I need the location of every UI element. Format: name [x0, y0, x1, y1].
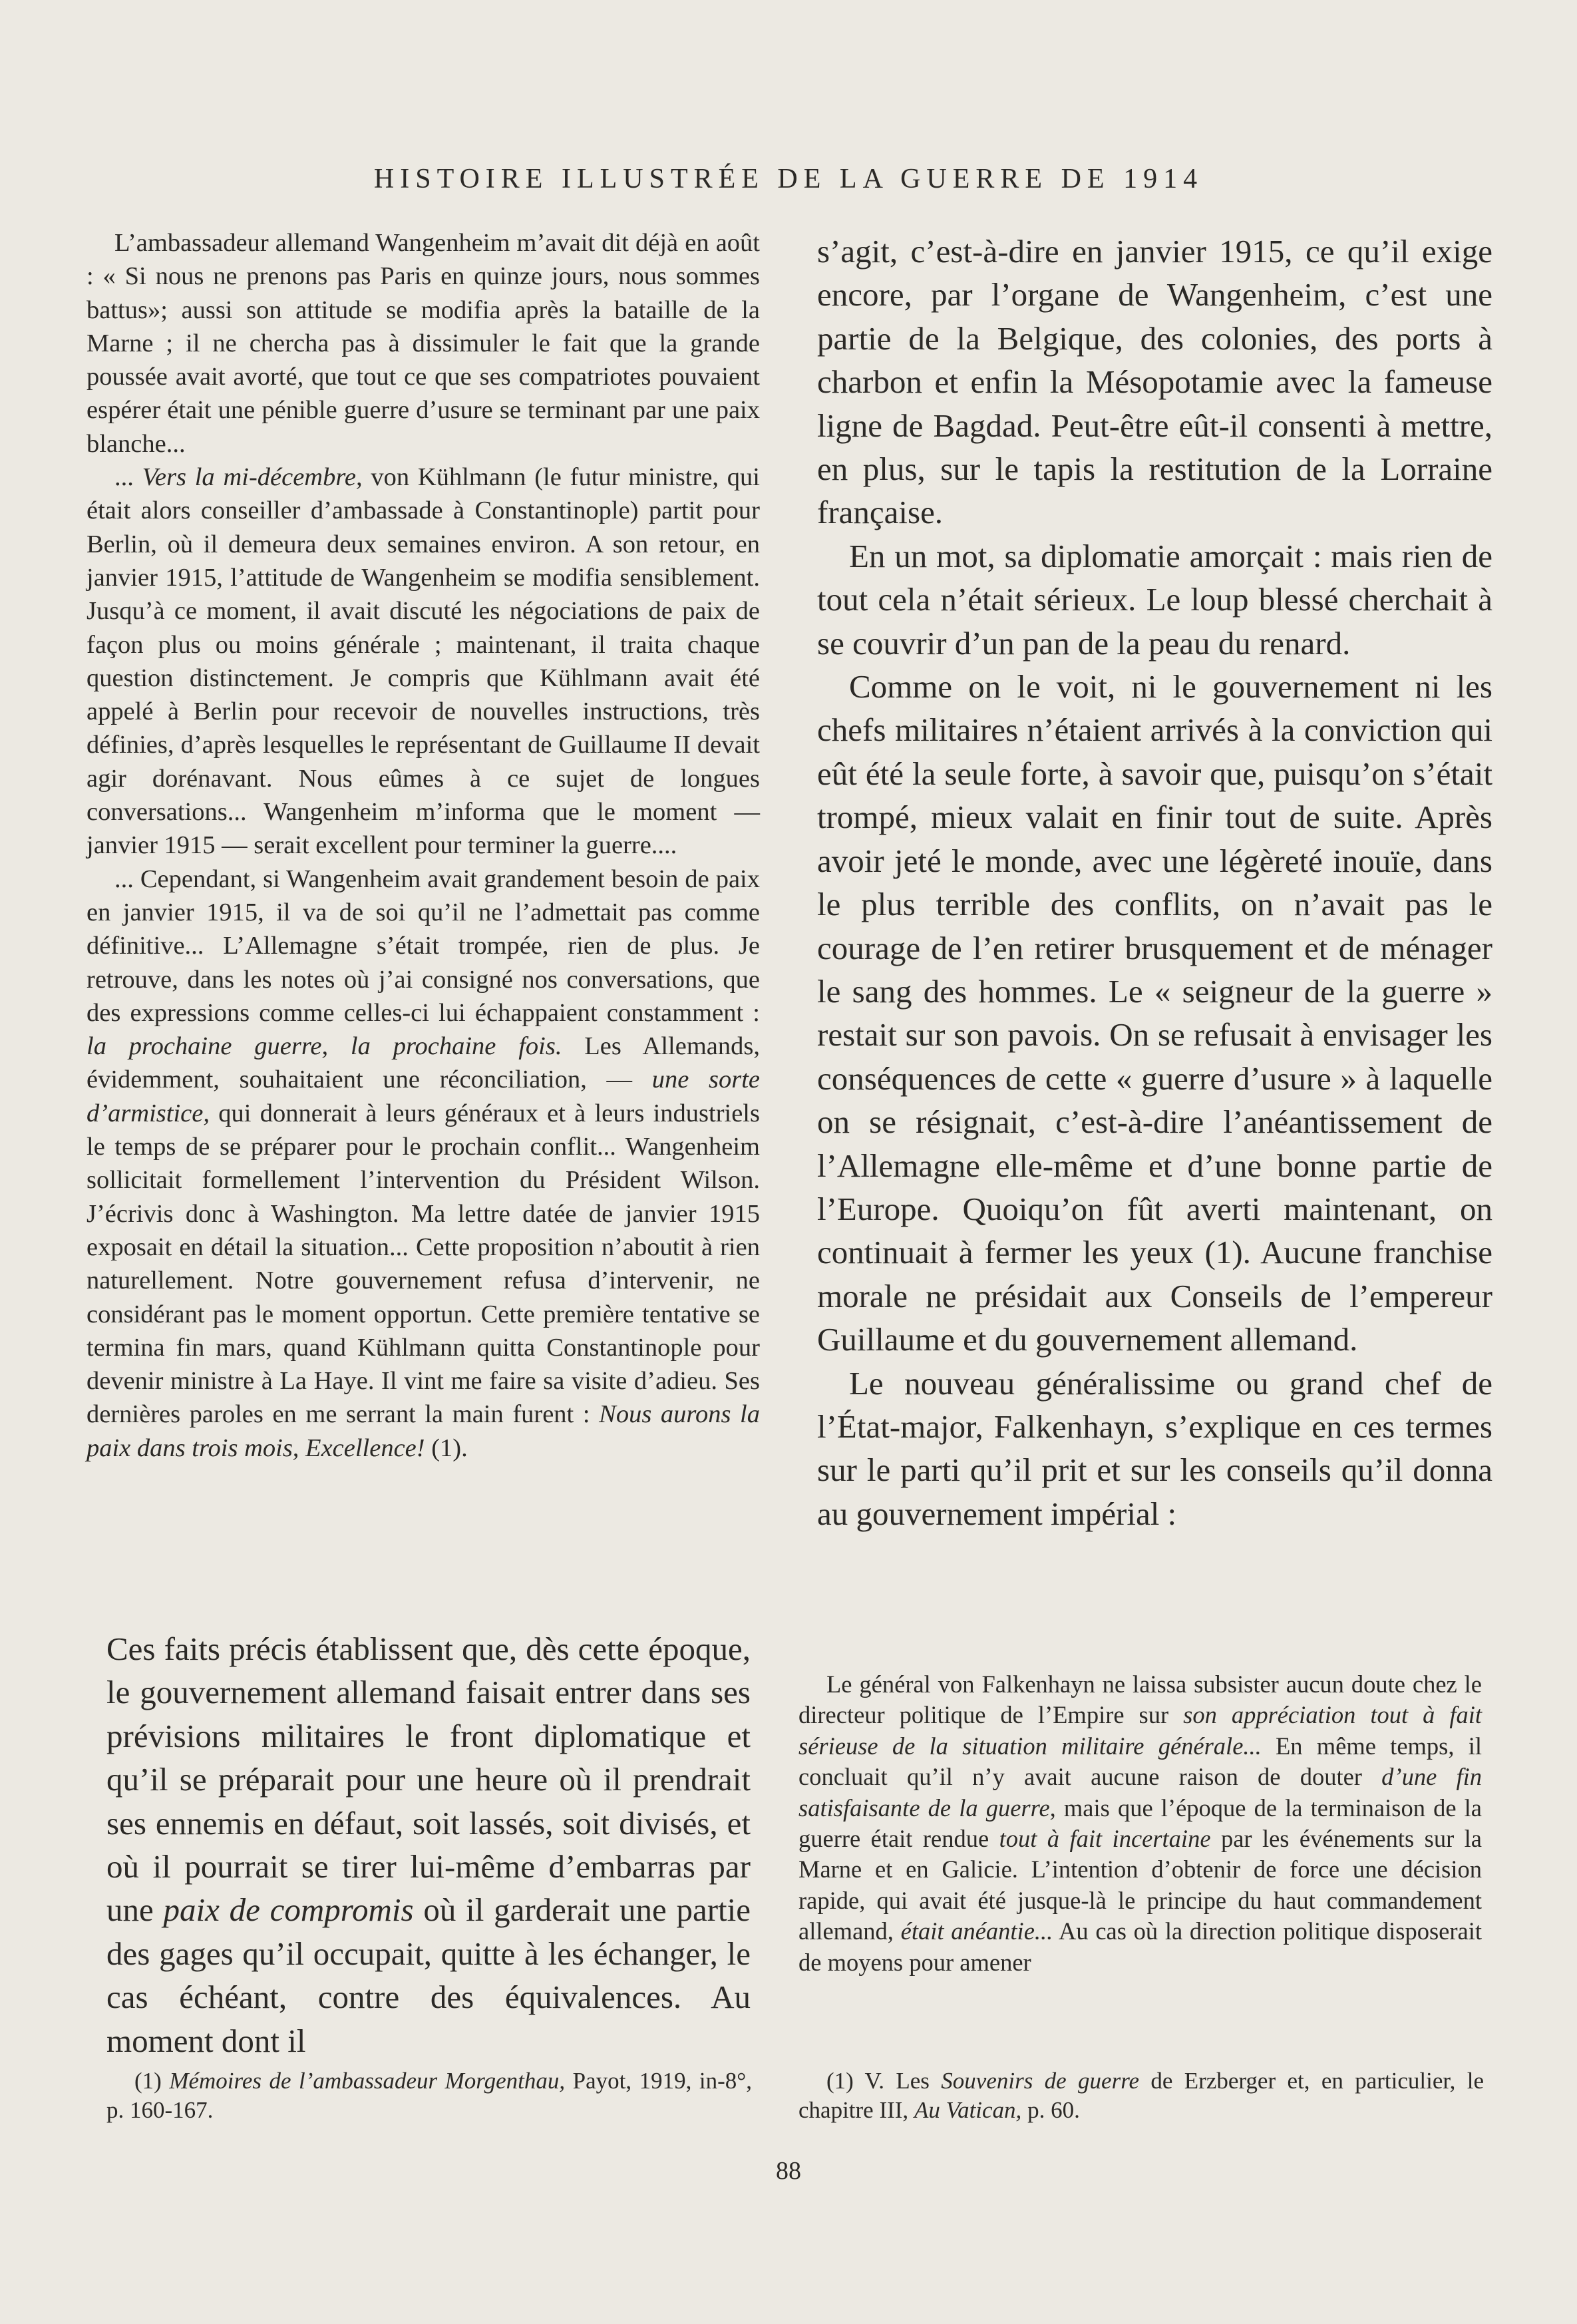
italic-run: Mémoires de l’ambassadeur Morgenthau,: [169, 2068, 566, 2094]
right-footnote: [798, 2066, 1484, 2125]
text-run: Les Allemands, évidemment, souhaitaient une réconciliation, —: [87, 1032, 760, 1094]
running-head: HISTOIRE ILLUSTRÉE DE LA GUERRE DE 1914: [373, 164, 1204, 194]
text-run: p. 60.: [1021, 2097, 1080, 2123]
text-run: qui donnerait à leurs généraux et à leurs industriels le temps de se préparer pour le prochain conflit... Wangenheim sollicitait formellement l’intervention du Président Wilson. J’écrivis donc à Washington. Ma lettre datée de janvier 1915 exposait en détail la situation... Cette proposition n’aboutit à rien naturellement. Notre gouvernement refusa d’intervenir, ne considérant pas le moment opportun. Cette première tentative se termina fin mars, quand Kühlmann quitta Constantinople pour devenir ministre à La Haye. Il vint me faire sa visite d’adieu. Ses dernières paroles en me serrant la main furent :: [87, 1099, 760, 1429]
quote-paragraph-2: [87, 461, 760, 863]
text-run: (1): [134, 2068, 170, 2094]
right-column-body: [817, 230, 1492, 1535]
italic-run: d’une fin satisfaisante de la guerre,: [798, 1763, 1483, 1822]
text-run: En même temps, il concluait qu’il n’y avait aucune raison de douter: [798, 1732, 1482, 1791]
footnote-text: [798, 2066, 1484, 2125]
text-run: von Kühlmann (le futur ministre, qui était alors conseiller d’ambassade à Constantinople) partit pour Berlin, où il demeura deux semaines environ. A son retour, en janvier 1915, l’attitude de Wangenheim se modifia sensiblement. Jusqu’à ce moment, il avait discuté les négociations de paix de façon plus ou moins générale ; maintenant, il traita chaque question distinctement. Je compris que Kühlmann avait été appelé à Berlin pour recevoir de nouvelles instructions, très définies, d’après lesquelles le représentant de Guillaume II devait agir dorénavant. Nous eûmes à ce sujet de longues conversations... Wangenheim m’informa que le moment — janvier 1915 — serait excellent pour terminer la guerre....: [87, 463, 761, 860]
text-run: Ces faits précis établissent que, dès cette époque, le gouvernement allemand faisait entrer dans ses prévisions militaires le front diplomatique et qu’il se préparait pour une heure où il prendrait ses ennemis en défaut, soit lassés, soit divisés, et où il pourrait se tirer lui-même d’embarras par une: [106, 1631, 751, 1929]
body-paragraph-1: s’agit, c’est-à-dire en janvier 1915, ce qu’il exige encore, par l’organe de Wangenheim, c’est une partie de la Belgique, des colonies, des ports à charbon et enfin la Mésopotamie avec la fameuse ligne de Bagdad. Peut-être eût-il consenti à mettre, en plus, sur le tapis la restitution de la Lorraine française.: [817, 233, 1492, 531]
page-number: 88: [776, 2157, 801, 2185]
text-run: par les événements sur la Marne et en Galicie. L’intention d’obtenir de force une décision rapide, qui avait été jusque-là le principe du haut commandement allemand,: [798, 1825, 1483, 1945]
left-column-quote: [87, 226, 760, 1465]
body-paragraph-2: En un mot, sa diplomatie amorçait : mais rien de tout cela n’était sérieux. Le loup blessé cherchait à se couvrir d’un pan de la peau du renard.: [817, 537, 1492, 662]
left-column-body: [106, 1627, 751, 2062]
italic-run: Vers la mi-décembre,: [142, 463, 363, 492]
falkenhayn-quote: [798, 1669, 1482, 1978]
body-paragraph-4: Le nouveau généralissime ou grand chef de l’État-major, Falkenhayn, s’explique en ces termes sur le parti qu’il prit et sur les conseils qu’il donna au gouvernement impérial :: [817, 1364, 1492, 1532]
quote-paragraph-1: L’ambassadeur allemand Wangenheim m’avait dit déjà en août : « Si nous ne prenons pas Paris en quinze jours, nous sommes battus»; aussi son attitude se modifia après la bataille de la Marne ; il ne chercha pas à dissimuler le fait que la grande poussée avait avorté, que tout ce que ses compatriotes pouvaient espérer était une pénible guerre d’usure se terminant par une paix blanche...: [87, 229, 760, 458]
right-column-quote: [798, 1669, 1482, 1978]
italic-run: Nous aurons la paix dans trois mois, Excellence!: [87, 1400, 760, 1462]
text-run: Le général von Falkenhayn ne laissa subsister aucun doute chez le directeur politique de l’Empire sur: [798, 1670, 1482, 1729]
italic-run: était anéantie...: [900, 1917, 1053, 1945]
text-run: Au cas où la direction politique disposerait de moyens pour amener: [798, 1917, 1482, 1976]
text-run: ... Cependant, si Wangenheim avait grandement besoin de paix en janvier 1915, il va de soi qu’il ne l’admettait pas comme définitive... L’Allemagne s’était trompée, rien de plus. Je retrouve, dans les notes où j’ai consigné nos conversations, que des expressions comme celles-ci lui échappaient constamment :: [87, 865, 760, 1027]
left-footnote: [106, 2066, 752, 2125]
text-run: ...: [114, 463, 142, 492]
text-run: (1) V. Les: [826, 2068, 942, 2094]
text-run: mais que l’époque de la terminaison de la guerre était rendue: [798, 1794, 1482, 1853]
italic-run: la prochaine guerre, la prochaine fois.: [87, 1032, 562, 1061]
italic-run: tout à fait incertaine: [999, 1825, 1211, 1853]
footnote-text: [106, 2066, 752, 2125]
text-run: de Erzberger et, en particulier, le chapitre III,: [798, 2068, 1484, 2123]
italic-run: son appréciation tout à fait sérieuse de la situation militaire générale...: [798, 1701, 1482, 1760]
text-run: où il garderait une partie des gages qu’il occupait, quitte à les échanger, le cas échéant, contre des équivalences. Au moment dont il: [106, 1891, 751, 2059]
text-run: Payot, 1919, in-8°, p. 160-167.: [106, 2068, 752, 2123]
italic-run: une sorte d’armistice,: [87, 1065, 761, 1127]
italic-run: paix de compromis: [163, 1891, 414, 1929]
italic-run: Souvenirs de guerre: [941, 2068, 1140, 2094]
body-paragraph-3: Comme on le voit, ni le gouvernement ni les chefs militaires n’étaient arrivés à la conviction qui eût été la seule forte, à savoir que, puisqu’on s’était trompé, mieux valait en finir tout de suite. Après avoir jeté le monde, avec une légèreté inouïe, dans le plus terrible des conflits, on n’avait pas le courage de l’en retirer brusquement et de ménager le sang des hommes. Le « seigneur de la guerre » restait sur son pavois. On se refusait à envisager les conséquences de cette « guerre d’usure » à laquelle on se résignait, c’est-à-dire l’anéantissement de l’Allemagne elle-même et d’une bonne partie de l’Europe. Quoiqu’on fût averti maintenant, on continuait à fermer les yeux (1). Aucune franchise morale ne présidait aux Conseils de l’empereur Guillaume et du gouvernement allemand.: [817, 668, 1492, 1358]
quote-paragraph-3: [87, 863, 760, 1465]
italic-run: Au Vatican,: [914, 2097, 1022, 2123]
body-paragraph: [106, 1627, 751, 2062]
text-run: (1).: [425, 1434, 468, 1462]
